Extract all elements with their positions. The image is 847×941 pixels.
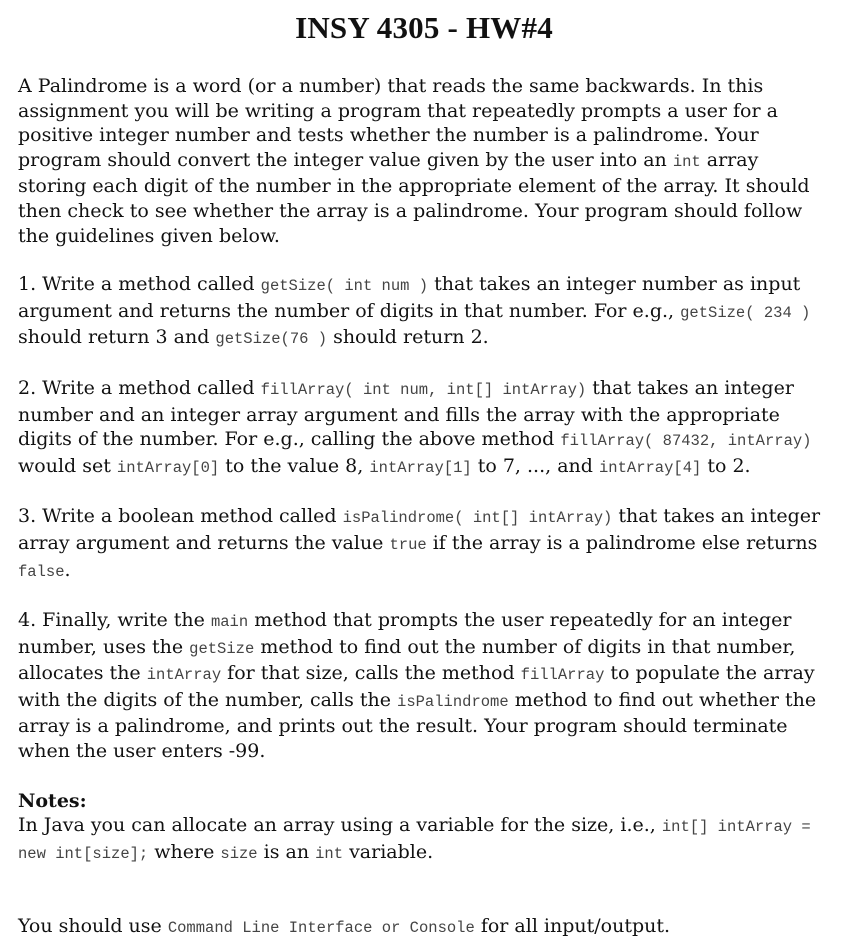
item2-code-1: fillArray( int num, int[] intArray): [260, 380, 587, 399]
item2-text-3: would set: [18, 454, 117, 477]
item3-text-4: .: [64, 558, 71, 581]
intro-code: int: [672, 152, 701, 171]
item3-text-1: 3. Write a boolean method called: [18, 505, 343, 528]
item-3-ispalindrome: [18, 504, 830, 584]
item-4-main: [18, 608, 830, 764]
item2-text-5: to 7, ..., and: [471, 454, 599, 477]
item3-text-2: that takes an integer array argument and returns the value: [18, 505, 821, 554]
item3-code-3: false: [18, 562, 65, 581]
item2-text-6: to 2.: [701, 454, 751, 477]
item1-text-1: 1. Write a method called: [18, 273, 261, 296]
final-code-1: Command Line Interface or Console: [167, 919, 475, 938]
notes-code-2: size: [220, 844, 258, 863]
notes-text-2: where: [148, 840, 221, 863]
item2-code-4: intArray[1]: [369, 458, 472, 477]
notes-code-1: int[] intArray = new int[size];: [18, 818, 811, 863]
item4-code-1: main: [210, 613, 249, 632]
item4-text-3: method to find out the number of digits in that number, allocates the: [18, 635, 796, 685]
intro-paragraph: [18, 74, 830, 248]
item4-text-6: method to find out whether the array is a palindrome, and prints out the result. Your program should terminate when the user enters -99.: [18, 688, 817, 763]
item1-text-2: that takes an integer number as input argument and returns the number of digits in that number. For e.g.,: [18, 273, 801, 322]
item-2-fillarray: [18, 376, 830, 480]
item4-text-4: for that size, calls the method: [221, 662, 521, 685]
item1-text-3: should return 3 and: [18, 326, 216, 349]
final-text-1: You should use: [18, 915, 168, 938]
item2-code-2: fillArray( 87432, intArray): [560, 432, 812, 451]
item1-code-3: getSize(76 ): [215, 330, 328, 349]
intro-tail-text: array storing each digit of the number in the appropriate element of the array. It should then check to see whether the array is a palindrome. Your program should follow the guidelines given below.: [18, 148, 810, 247]
item2-text-1: 2. Write a method called: [18, 376, 261, 399]
item2-text-4: to the value 8,: [219, 454, 370, 477]
item4-text-1: 4. Finally, write the: [18, 609, 211, 632]
item1-code-2: getSize( 234 ): [680, 303, 811, 322]
item4-code-4: fillArray: [520, 666, 605, 685]
notes-heading: Notes:: [18, 789, 87, 812]
item4-code-2: getSize: [189, 639, 255, 658]
item4-text-2: method that prompts the user repeatedly for an integer number, uses the: [18, 609, 792, 658]
final-text-2: for all input/output.: [474, 915, 671, 938]
item1-text-4: should return 2.: [327, 326, 489, 349]
item3-text-3: if the array is a palindrome else returns: [426, 531, 818, 554]
item-1-getsize: [18, 272, 830, 352]
item2-code-5: intArray[4]: [598, 458, 702, 477]
item4-code-3: intArray: [146, 666, 222, 685]
item2-code-3: intArray[0]: [116, 458, 220, 477]
item4-text-5: to populate the array with the digits of the number, calls the: [18, 662, 815, 711]
notes-paragraph: [18, 813, 830, 866]
notes-code-3: int: [315, 844, 344, 863]
item1-code-1: getSize( int num ): [260, 277, 429, 296]
notes-text-4: variable.: [343, 840, 434, 863]
intro-text: A Palindrome is a word (or a number) that reads the same backwards. In this assignment you will be writing a program that repeatedly prompts a user for a positive integer number and tests whether the number is a palindrome. Your program should convert the integer value given by the user into an: [18, 75, 778, 171]
item3-code-2: true: [389, 535, 427, 554]
item4-code-5: isPalindrome: [397, 692, 509, 711]
notes-text-3: is an: [257, 840, 316, 863]
io-instruction: [18, 914, 830, 941]
notes-text-1: In Java you can allocate an array using a variable for the size, i.e.,: [18, 814, 662, 837]
page-title: INSY 4305 - HW#4: [295, 10, 553, 45]
document: [18, 0, 830, 941]
item3-code-1: isPalindrome( int[] intArray): [342, 509, 613, 528]
item2-text-2: that takes an integer number and an integer array argument and fills the array with the appropriate digits of the number. For e.g., calling the above method: [18, 376, 794, 451]
